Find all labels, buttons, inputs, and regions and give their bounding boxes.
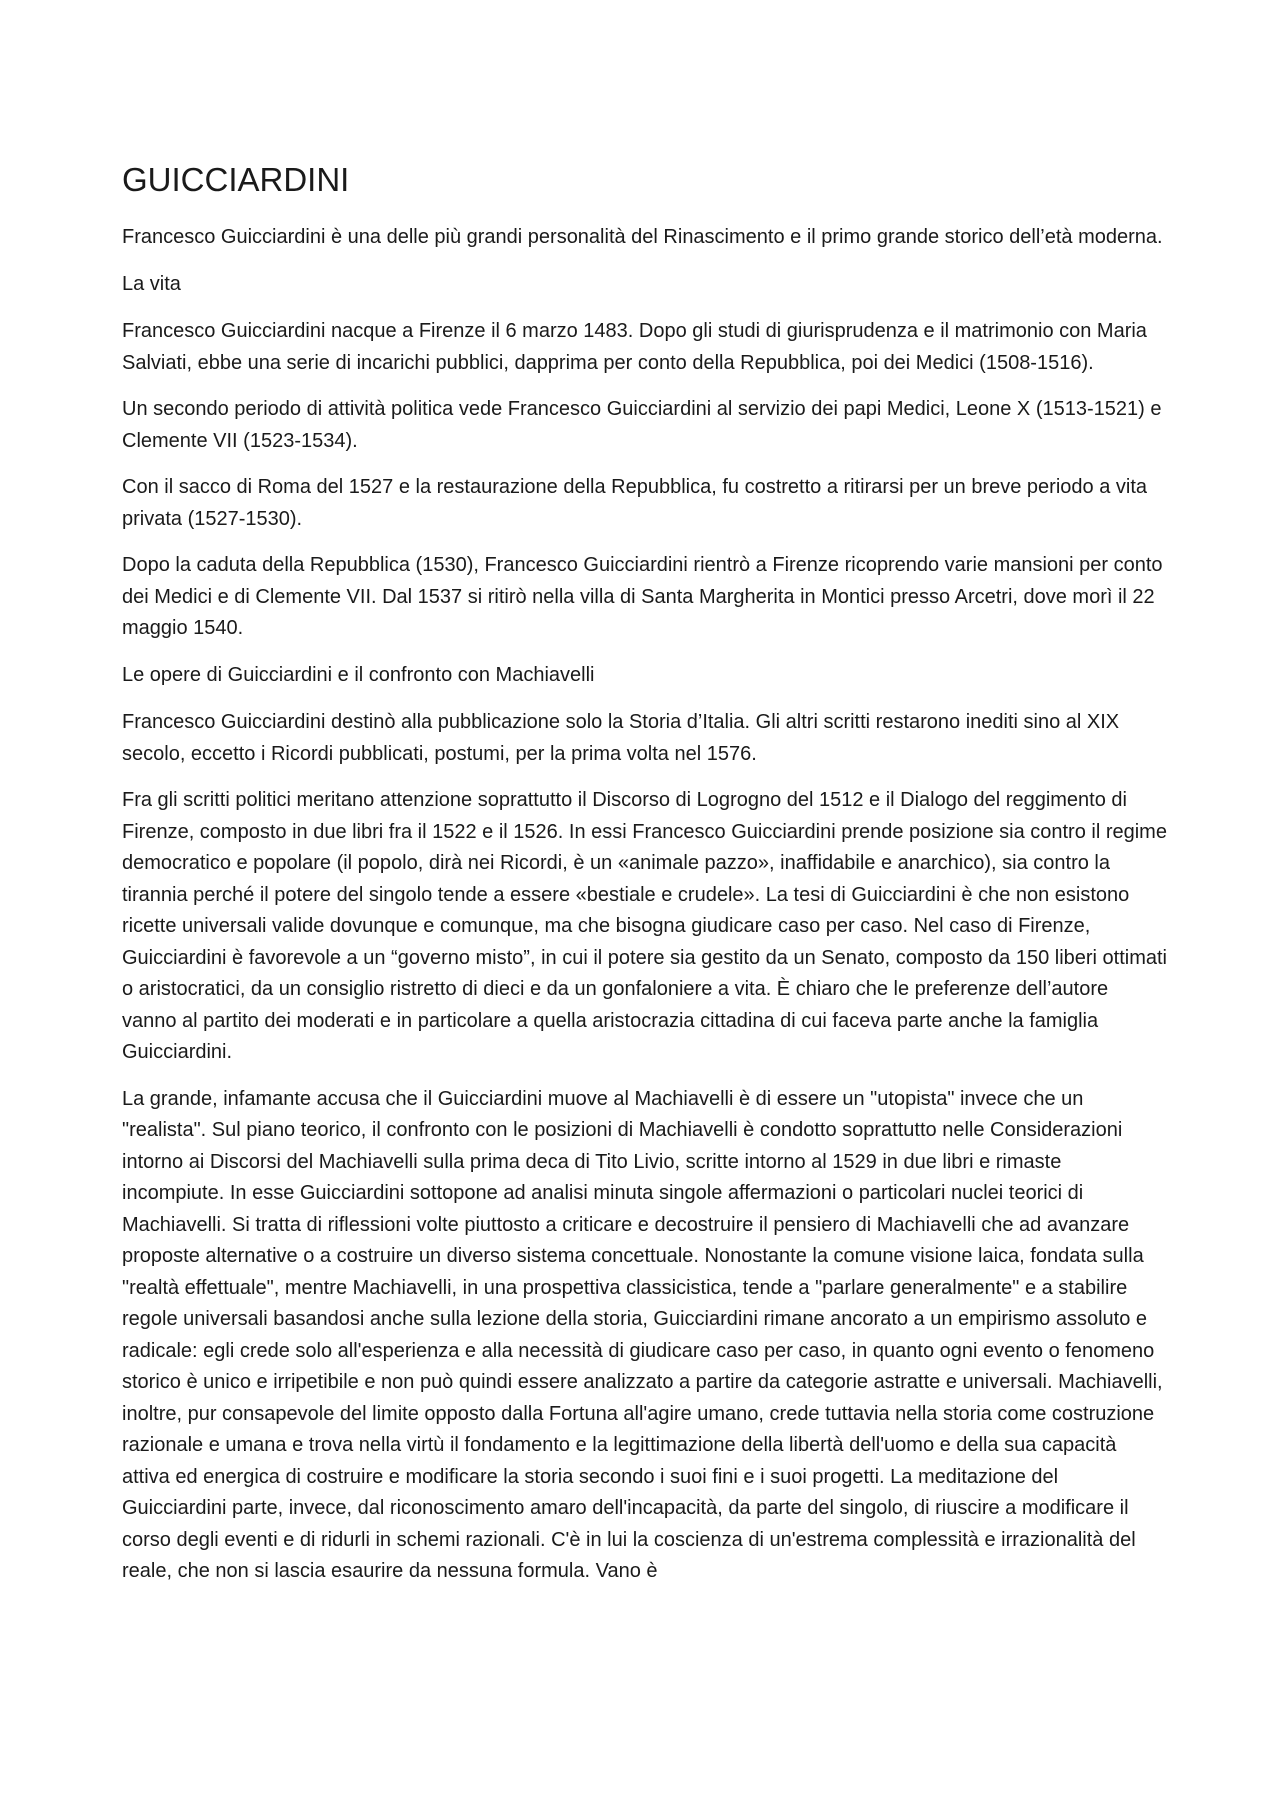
page-title: GUICCIARDINI xyxy=(122,161,350,198)
body-paragraph: Dopo la caduta della Repubblica (1530), Francesco Guicciardini rientrò a Firenze ricoprendo varie mansioni per conto dei Medici e di Clemente VII. Dal 1537 si ritirò nella villa di Santa Margherita in Montici presso Arcetri, dove morì il 22 maggio 1540. xyxy=(122,554,1163,639)
intro-paragraph: Francesco Guicciardini è una delle più grandi personalità del Rinascimento e il primo grande storico dell’età moderna. xyxy=(122,226,1163,248)
section-heading-la-vita: La vita xyxy=(122,272,181,295)
document-body xyxy=(122,160,1167,1603)
body-paragraph: Francesco Guicciardini destinò alla pubblicazione solo la Storia d’Italia. Gli altri scritti restarono inediti sino al XIX secolo, eccetto i Ricordi pubblicati, postumi, per la prima volta nel 1576. xyxy=(122,711,1120,765)
body-paragraph: Con il sacco di Roma del 1527 e la restaurazione della Repubblica, fu costretto a ritirarsi per un breve periodo a vita privata (1527-1530). xyxy=(122,476,1147,530)
body-paragraph: Francesco Guicciardini nacque a Firenze il 6 marzo 1483. Dopo gli studi di giurisprudenza e il matrimonio con Maria Salviati, ebbe una serie di incarichi pubblici, dapprima per conto della Repubblica, poi dei Medici (1508-1516). xyxy=(122,320,1147,374)
body-paragraph: La grande, infamante accusa che il Guicciardini muove al Machiavelli è di essere un "utopista" invece che un "realista". Sul piano teorico, il confronto con le posizioni di Machiavelli è condotto soprattutto nelle Considerazioni intorno ai Discorsi del Machiavelli sulla prima deca di Tito Livio, scritte intorno al 1529 in due libri e rimaste incompiute. In esse Guicciardini sottopone ad analisi minuta singole affermazioni o particolari nuclei teorici di Machiavelli. Si tratta di riflessioni volte piuttosto a criticare e decostruire il pensiero di Machiavelli che ad avanzare proposte alternative o a costruire un diverso sistema concettuale. Nonostante la comune visione laica, fondata sulla "realtà effettuale", mentre Machiavelli, in una prospettiva classicistica, tende a "parlare generalmente" e a stabilire regole universali basandosi anche sulla lezione della storia, Guicciardini rimane ancorato a un empirismo assoluto e radicale: egli crede solo all'esperienza e alla necessità di giudicare caso per caso, in quanto ogni evento o fenomeno storico è unico e irripetibile e non può quindi essere analizzato a partire da categorie astratte e universali. Machiavelli, inoltre, pur consapevole del limite opposto dalla Fortuna all'agire umano, crede tuttavia nella storia come costruzione razionale e umana e trova nella virtù il fondamento e la legittimazione della libertà dell'uomo e della sua capacità attiva ed energica di costruire e modificare la storia secondo i suoi fini e i suoi progetti. La meditazione del Guicciardini parte, invece, dal riconoscimento amaro dell'incapacità, da parte del singolo, di riuscire a modificare il corso degli eventi e di ridurli in schemi razionali. C'è in lui la coscienza di un'estrema complessità e irrazionalità del reale, che non si lascia esaurire da nessuna formula. Vano è xyxy=(122,1087,1163,1582)
section-heading-opere: Le opere di Guicciardini e il confronto con Machiavelli xyxy=(122,663,595,686)
body-paragraph: Fra gli scritti politici meritano attenzione soprattutto il Discorso di Logrogno del 1512 e il Dialogo del reggimento di Firenze, composto in due libri fra il 1522 e il 1526. In essi Francesco Guicciardini prende posizione sia contro il regime democratico e popolare (il popolo, dirà nei Ricordi, è un «animale pazzo», inaffidabile e anarchico), sia contro la tirannia perché il potere del singolo tende a essere «bestiale e crudele». La tesi di Guicciardini è che non esistono ricette universali valide dovunque e comunque, ma che bisogna giudicare caso per caso. Nel caso di Firenze, Guicciardini è favorevole a un “governo misto”, in cui il potere sia gestito da un Senato, composto da 150 liberi ottimati o aristocratici, da un consiglio ristretto di dieci e da un gonfaloniere a vita. È chiaro che le preferenze dell’autore vanno al partito dei moderati e in particolare a quella aristocrazia cittadina di cui faceva parte anche la famiglia Guicciardini. xyxy=(122,789,1167,1063)
body-paragraph: Un secondo periodo di attività politica vede Francesco Guicciardini al servizio dei papi Medici, Leone X (1513-1521) e Clemente VII (1523-1534). xyxy=(122,398,1162,452)
